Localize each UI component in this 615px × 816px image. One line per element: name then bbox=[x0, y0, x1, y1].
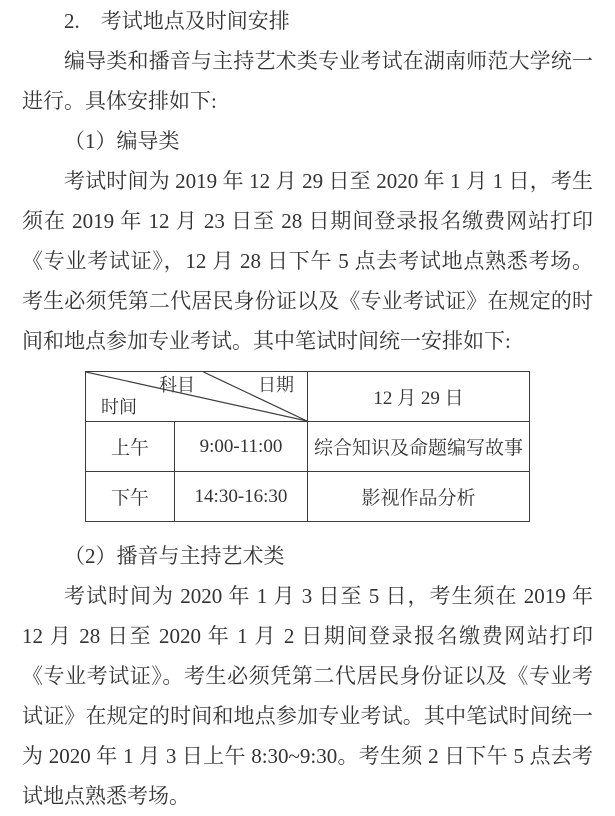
cell-time-range-morning: 9:00-11:00 bbox=[175, 422, 308, 472]
cell-subject-afternoon: 影视作品分析 bbox=[308, 472, 530, 522]
corner-label-subject: 科目 bbox=[159, 375, 195, 395]
table-row-afternoon bbox=[86, 472, 530, 522]
subsection-title-biandao: （1）编导类 bbox=[64, 129, 180, 153]
table-header-row bbox=[86, 372, 530, 422]
boyin-schedule-paragraph: 考试时间为 2020 年 1 月 3 日至 5 日，考生须在 2019 年 12 月 28 日至 2020 年 1 月 2 日期间登录报名缴费网站打印《专业考试证》。考生必须凭第二代居民身份证以及《专业考试证》在规定的时间和地点参加专业考试。其中笔试时间统一为 2020 年 1 月 3 日上午 8:30~9:30。考生须 2 日下午 5 点去考试地点熟悉考场。 bbox=[22, 584, 593, 808]
cell-session-morning: 上午 bbox=[86, 422, 175, 472]
section-heading: 2. 考试地点及时间安排 bbox=[64, 9, 290, 33]
intro-paragraph: 编导类和播音与主持艺术类专业考试在湖南师范大学统一进行。具体安排如下: bbox=[22, 49, 593, 113]
biandao-schedule-paragraph: 考试时间为 2019 年 12 月 29 日至 2020 年 1 月 1 日，考生须在 2019 年 12 月 23 日至 28 日期间登录报名缴费网站打印《专业考试证》，12 月 28 日下午 5 点去考试地点熟悉考场。考生必须凭第二代居民身份证以及《专业考试证》在规定的时间和地点参加专业考试。其中笔试时间统一安排如下: bbox=[22, 169, 593, 353]
table-row-morning bbox=[86, 422, 530, 472]
cell-time-range-afternoon: 14:30-16:30 bbox=[175, 472, 308, 522]
cell-subject-morning: 综合知识及命题编写故事 bbox=[308, 422, 530, 472]
table-corner-cell bbox=[86, 372, 308, 422]
exam-schedule-table bbox=[85, 371, 530, 522]
cell-session-afternoon: 下午 bbox=[86, 472, 175, 522]
table-date-header-cell: 12 月 29 日 bbox=[308, 372, 530, 422]
corner-label-time: 时间 bbox=[101, 397, 137, 417]
corner-label-date: 日期 bbox=[258, 375, 294, 395]
subsection-title-boyin: （2）播音与主持艺术类 bbox=[64, 544, 285, 568]
